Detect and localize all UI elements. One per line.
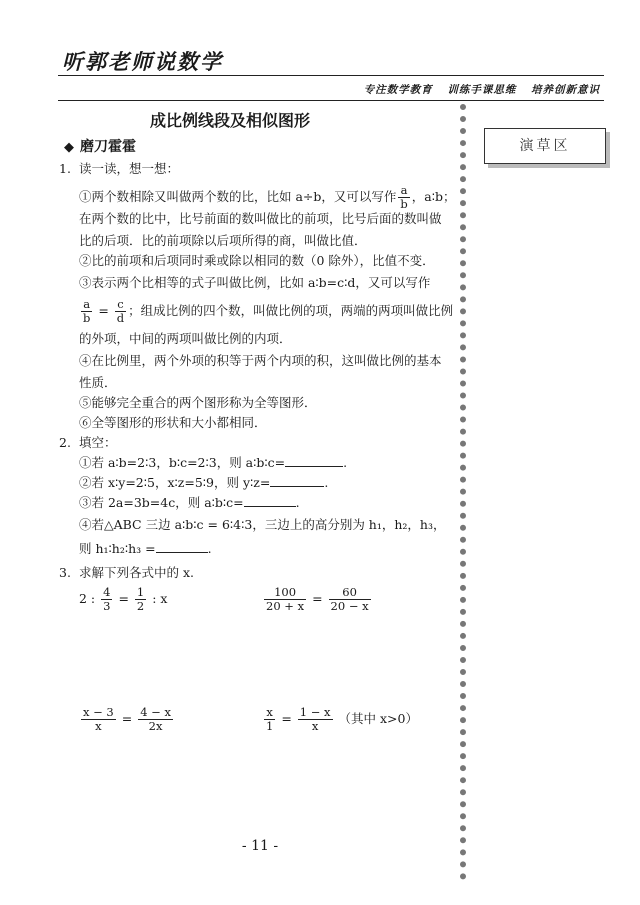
q1-line6: $\frac{a}{b}$ = $\frac{c}{d}$ ；组成比例的四个数，叫做比例的项，两端的两项叫做比例 [83, 297, 454, 325]
page-number: - 11 - [241, 838, 279, 854]
frac-numerator: 4 [103, 585, 111, 599]
q1-line8: ④在比例里，两个外项的积等于两个内项的积，这叫做比例的基本 [79, 353, 442, 368]
q3-number: 3. [59, 565, 71, 580]
diamond-icon: ◆ [64, 140, 74, 155]
q1-line9: 性质． [79, 375, 117, 390]
frac-denominator: 1 [266, 719, 274, 733]
frac-denominator: b [83, 311, 91, 325]
eq-text: 2 : [79, 591, 96, 606]
q2-item-b-text: ②若 x∶y=2∶5，x∶z=5∶9，则 y∶z= [79, 475, 271, 490]
frac-numerator: x [264, 706, 275, 720]
q2-item-b: ②若 x∶y=2∶5，x∶z=5∶9，则 y∶z= . [79, 475, 329, 490]
q1-line1 [79, 184, 456, 211]
answer-blank[interactable] [270, 486, 324, 487]
q2-number: 2. [59, 435, 71, 450]
frac-denominator: d [116, 311, 125, 325]
frac-numerator: x − 3 [83, 705, 114, 719]
fraction-c-d [115, 298, 126, 325]
q2-item-a-text: ①若 a∶b=2∶3，b∶c=2∶3，则 a∶b∶c= [79, 455, 286, 470]
q1-line5: ③表示两个比相等的式子叫做比例，比如 a∶b=c∶d，又可以写作 [79, 275, 431, 290]
header-slogans: 专注数学教育 训练手课思维 培养创新意识 [363, 84, 600, 96]
fraction-a-b-2 [81, 298, 92, 325]
q2-item-a: ①若 a∶b=2∶3，b∶c=2∶3，则 a∶b∶c= . [79, 455, 348, 470]
eq-fraction [138, 706, 173, 733]
q1-number: 1. [59, 161, 71, 176]
equation-1 [79, 586, 167, 613]
frac-denominator: x [311, 719, 319, 733]
q1-line3: 比的后项．比的前项除以后项所得的商，叫做比值． [79, 233, 367, 248]
frac-numerator: a [398, 184, 409, 198]
q1-line6-text: ；组成比例的四个数，叫做比例的项，两端的两项叫做比例 [128, 303, 454, 318]
answer-blank[interactable] [285, 466, 343, 467]
q2-item-d: ④若△ABC 三边 a∶b∶c = 6∶4∶3，三边上的高分别为 h₁，h₂，h₃， [79, 517, 446, 532]
q1-line10: ⑤能够完全重合的两个图形称为全等图形． [79, 395, 317, 410]
header-rule [58, 75, 604, 76]
eq-fraction [264, 586, 306, 613]
frac-numerator: 1 [136, 585, 145, 599]
answer-blank[interactable] [244, 506, 296, 507]
q2-item-c-text: ③若 2a=3b=4c，则 a∶b∶c= [79, 495, 244, 510]
section-heading [64, 136, 136, 156]
q2-item-e-text: 则 h₁∶h₂∶h₃ = [79, 541, 156, 556]
frac-numerator: 1 − x [299, 705, 331, 719]
q1-line11: ⑥全等图形的形状和大小都相同． [79, 415, 267, 430]
eq-fraction [264, 706, 275, 733]
eq-text: : x [152, 591, 168, 606]
eq-fraction [298, 706, 333, 733]
frac-numerator: 4 − x [140, 705, 171, 719]
margin-divider [460, 104, 466, 880]
section-label: 磨刀霍霍 [80, 139, 136, 155]
frac-denominator: 2 [136, 599, 145, 613]
frac-numerator: 100 [264, 586, 306, 600]
eq-fraction [329, 586, 371, 613]
eq-sign: = [281, 711, 292, 726]
eq-sign: = [121, 711, 133, 726]
q1-line1-tail: ，a∶b； [411, 189, 456, 204]
frac-denominator: x [95, 719, 102, 733]
answer-blank[interactable] [156, 552, 208, 553]
q2-item-e: 则 h₁∶h₂∶h₃ = . [79, 541, 212, 556]
header-rule-bottom [58, 100, 604, 101]
frac-denominator: b [400, 197, 408, 211]
equation-3 [79, 706, 175, 733]
eq-fraction [135, 586, 146, 613]
eq-fraction [101, 586, 112, 613]
frac-numerator: c [115, 298, 126, 312]
draft-area-label [484, 128, 610, 168]
page-title: 成比例线段及相似图形 [149, 111, 310, 130]
frac-denominator: 2x [148, 719, 163, 733]
equation-2 [262, 586, 373, 613]
q1-prompt: 读一读，想一想： [79, 161, 180, 176]
frac-numerator: a [81, 298, 92, 312]
eq-fraction [81, 706, 116, 733]
q3-prompt: 求解下列各式中的 x. [79, 565, 194, 580]
eq-sign: = [312, 591, 323, 606]
equation-4 [262, 706, 418, 733]
draft-area-text: 演草区 [484, 128, 606, 164]
frac-numerator: 60 [329, 586, 371, 600]
brand-title: 听郭老师说数学 [62, 49, 223, 74]
frac-denominator: 3 [103, 599, 111, 613]
eq-condition: （其中 x>0） [338, 711, 418, 726]
eq-sign: = [118, 591, 129, 606]
frac-denominator: 20 + x [266, 599, 305, 613]
q1-line2: 在两个数的比中，比号前面的数叫做比的前项，比号后面的数叫做 [79, 211, 442, 226]
q1-line4: ②比的前项和后项同时乘或除以相同的数（0 除外），比值不变． [79, 253, 435, 268]
fraction-a-b [398, 184, 409, 211]
q1-line1-text: ①两个数相除又叫做两个数的比，比如 a÷b，又可以写作 [79, 189, 397, 204]
q2-item-c: ③若 2a=3b=4c，则 a∶b∶c= . [79, 495, 300, 510]
frac-denominator: 20 − x [330, 599, 369, 613]
q1-line7: 的外项，中间的两项叫做比例的内项． [79, 331, 292, 346]
q2-prompt: 填空： [79, 435, 117, 450]
